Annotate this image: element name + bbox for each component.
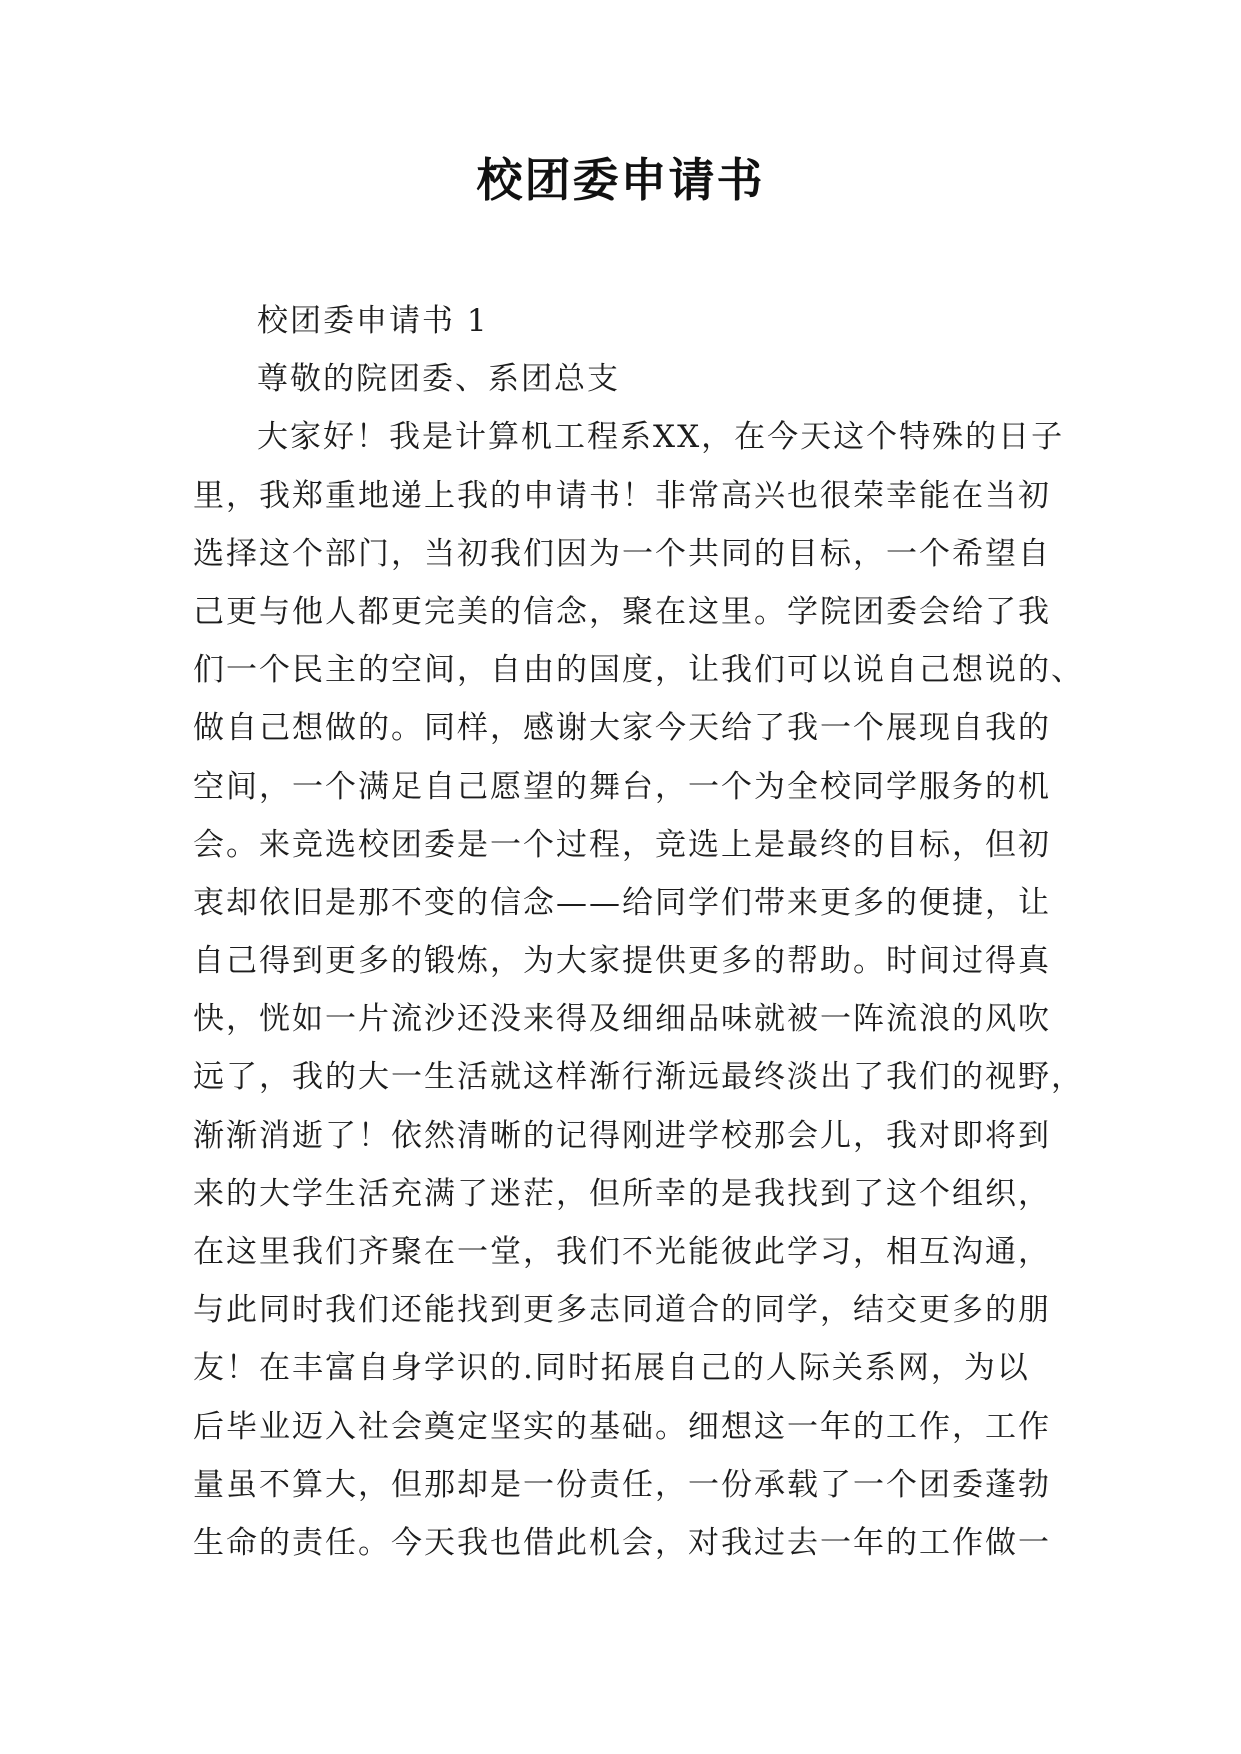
body-line: 渐渐消逝了！依然清晰的记得刚进学校那会儿，我对即将到 [193, 1117, 1051, 1154]
body-line: 来的大学生活充满了迷茫，但所幸的是我找到了这个组织， [193, 1175, 1051, 1212]
document-title: 校团委申请书 [476, 153, 765, 207]
body-line: 在这里我们齐聚在一堂，我们不光能彼此学习，相互沟通， [193, 1234, 1051, 1270]
body-line: 快，恍如一片流沙还没来得及细细品味就被一阵流浪的风吹 [193, 1001, 1051, 1038]
body-line: 里，我郑重地递上我的申请书！非常高兴也很荣幸能在当初 [193, 477, 1051, 514]
body-line: 友！在丰富自身学识的.同时拓展自己的人际关系网，为以 [193, 1350, 1030, 1387]
body-line: 选择这个部门，当初我们因为一个共同的目标，一个希望自 [193, 535, 1051, 572]
body-line: 远了，我的大一生活就这样渐行渐远最终淡出了我们的视野， [193, 1059, 1084, 1096]
body-line: 量虽不算大，但那却是一份责任，一份承载了一个团委蓬勃 [193, 1466, 1051, 1503]
salutation: 尊敬的院团委、系团总支 [257, 361, 620, 398]
body-line: 自己得到更多的锻炼，为大家提供更多的帮助。时间过得真 [193, 943, 1051, 980]
body-line: 做自己想做的。同样，感谢大家今天给了我一个展现自我的 [193, 710, 1051, 747]
body-line: 会。来竞选校团委是一个过程，竞选上是最终的目标，但初 [193, 826, 1051, 863]
section-heading: 校团委申请书 1 [257, 303, 489, 339]
body-line: 己更与他人都更完美的信念，聚在这里。学院团委会给了我 [193, 593, 1051, 630]
body-line: 们一个民主的空间，自由的国度，让我们可以说自己想说的、 [193, 652, 1084, 689]
body-line: 大家好！我是计算机工程系XX，在今天这个特殊的日子 [257, 419, 1065, 456]
body-line: 空间，一个满足自己愿望的舞台，一个为全校同学服务的机 [193, 768, 1051, 805]
document-body [193, 292, 1084, 1572]
body-line: 后毕业迈入社会奠定坚实的基础。细想这一年的工作，工作 [193, 1408, 1051, 1445]
body-line: 与此同时我们还能找到更多志同道合的同学，结交更多的朋 [193, 1292, 1051, 1329]
body-line: 生命的责任。今天我也借此机会，对我过去一年的工作做一 [193, 1524, 1051, 1561]
body-line: 衷却依旧是那不变的信念——给同学们带来更多的便捷，让 [193, 884, 1051, 921]
